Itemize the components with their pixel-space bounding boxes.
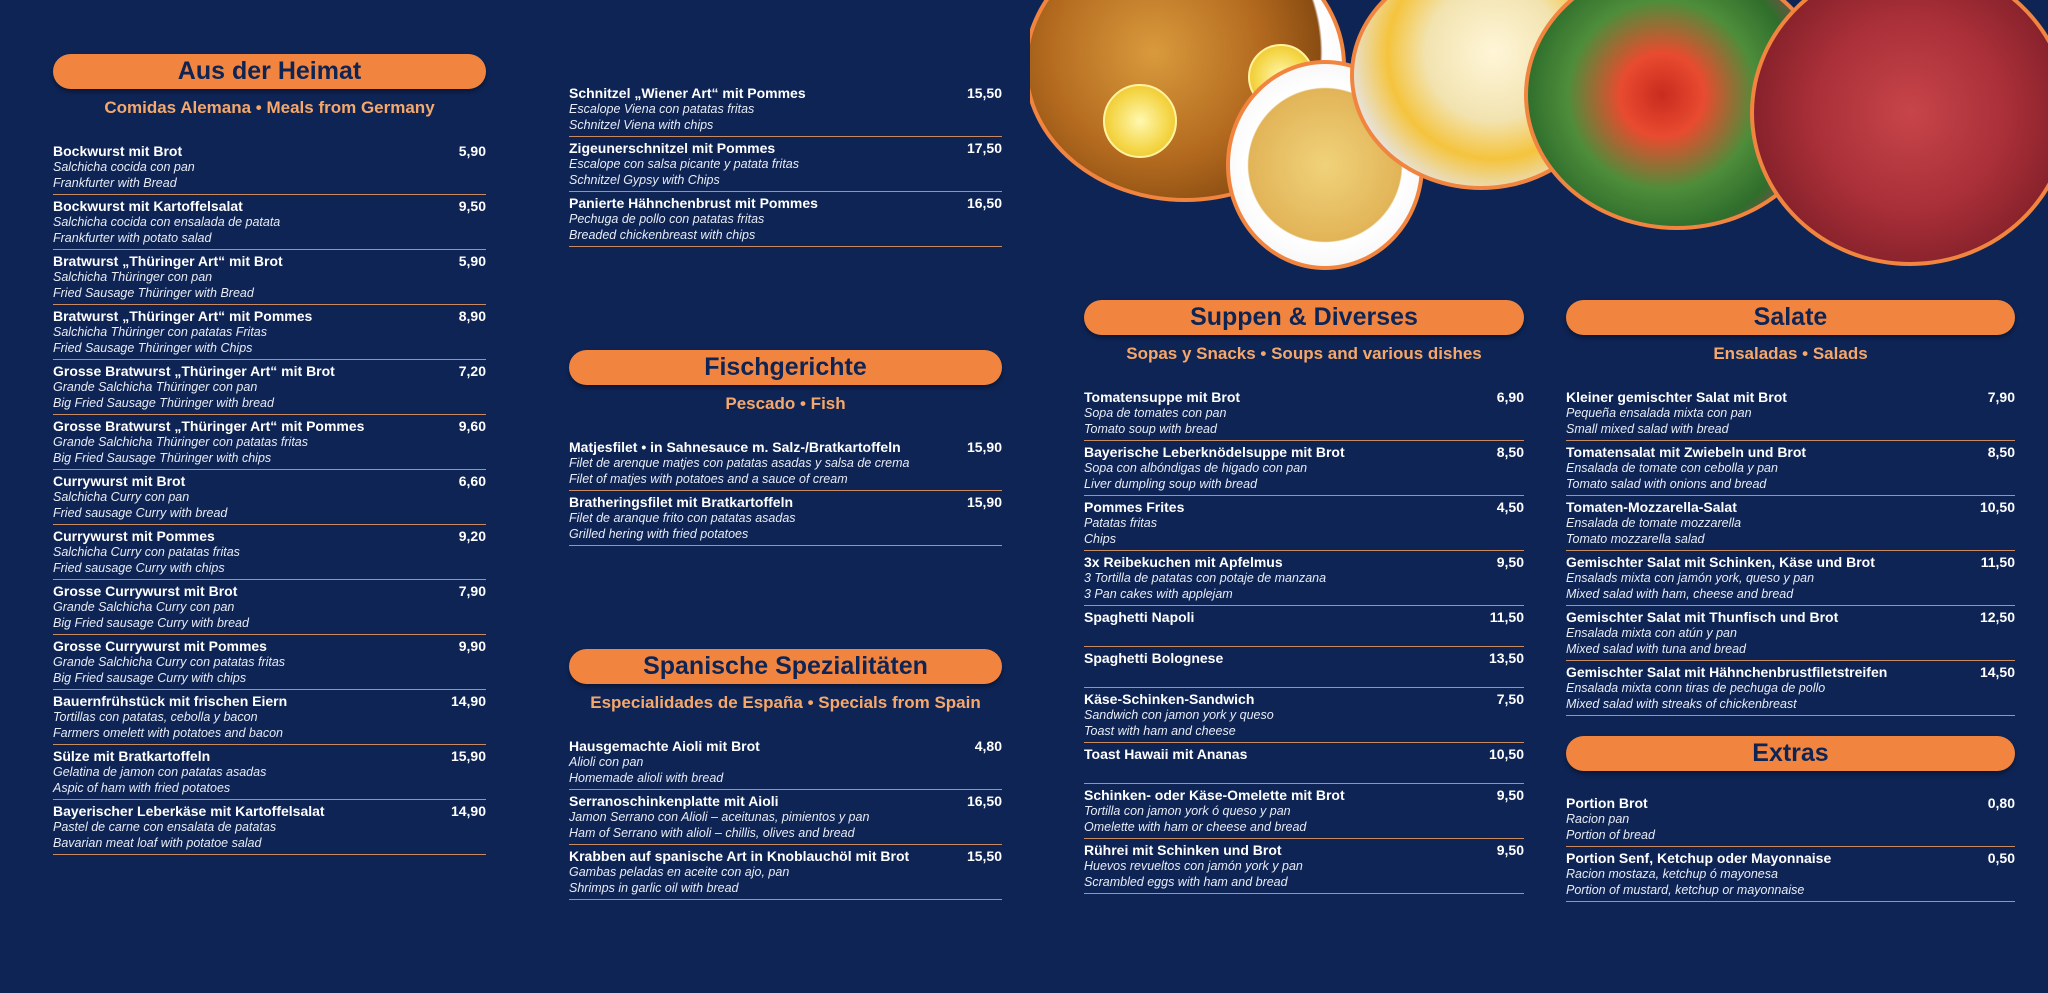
menu-item-header — [53, 418, 486, 434]
dish-name: Bayerische Leberknödelsuppe mit Brot — [1084, 444, 1345, 460]
dish-description-spanish: Tortilla con jamon york ó queso y pan — [1084, 804, 1291, 818]
menu-item — [1566, 496, 2015, 551]
dish-description-english: Grilled hering with fried potatoes — [569, 527, 749, 541]
dish-price: 9,50 — [1496, 787, 1524, 803]
dish-description-spanish: Salchicha Curry con pan — [53, 490, 190, 504]
dish-name: Grosse Currywurst mit Pommes — [53, 638, 267, 654]
dish-description-spanish: Patatas fritas — [1084, 516, 1157, 530]
dish-description-english: Chips — [1084, 532, 1116, 546]
dish-price: 12,50 — [1979, 609, 2015, 625]
dish-description-english: Big Fried Sausage Thüringer with chips — [53, 451, 272, 465]
menu-list — [53, 140, 486, 855]
menu-item — [53, 635, 486, 690]
menu-item-header — [1084, 609, 1524, 625]
menu-item-header — [1084, 787, 1524, 803]
dish-price: 4,50 — [1496, 499, 1524, 515]
dish-description-english: Portion of mustard, ketchup or mayonnaise — [1566, 883, 1805, 897]
menu-item — [569, 436, 1002, 491]
dish-price: 5,90 — [458, 143, 486, 159]
menu-item-header — [53, 198, 486, 214]
dish-description-english: Mixed salad with streaks of chickenbreast — [1566, 697, 1797, 711]
menu-item — [53, 470, 486, 525]
dish-name: Bratwurst „Thüringer Art“ mit Pommes — [53, 308, 313, 324]
section-subtitle: Sopas y Snacks • Soups and various dishes — [1126, 344, 1482, 363]
menu-item-header — [569, 738, 1002, 754]
menu-item-header — [53, 803, 486, 819]
menu-list — [569, 82, 1002, 247]
dish-name: Gemischter Salat mit Thunfisch und Brot — [1566, 609, 1839, 625]
dish-name: Grosse Bratwurst „Thüringer Art“ mit Pommes — [53, 418, 365, 434]
menu-item-header — [53, 528, 486, 544]
menu-item — [1566, 441, 2015, 496]
menu-item — [53, 580, 486, 635]
menu-item — [1084, 688, 1524, 743]
dish-description-spanish: Racion pan — [1566, 812, 1630, 826]
dish-description-spanish: Jamon Serrano con Alioli – aceitunas, pimientos y pan — [569, 810, 870, 824]
menu-item-header — [1084, 650, 1524, 666]
dish-description-spanish: Grande Salchicha Curry con patatas fritas — [53, 655, 286, 669]
dish-description-english: Farmers omelett with potatoes and bacon — [53, 726, 283, 740]
menu-item-header — [1566, 795, 2015, 811]
dish-name: Rührei mit Schinken und Brot — [1084, 842, 1282, 858]
dish-description-english: Breaded chickenbreast with chips — [569, 228, 756, 242]
menu-item — [569, 137, 1002, 192]
dish-price: 9,60 — [458, 418, 486, 434]
menu-item-header — [1084, 691, 1524, 707]
dish-price: 9,50 — [1496, 554, 1524, 570]
column-3 — [1084, 300, 1524, 894]
dish-name: Tomatensuppe mit Brot — [1084, 389, 1241, 405]
dish-name: Grosse Bratwurst „Thüringer Art“ mit Brot — [53, 363, 335, 379]
dish-price: 17,50 — [966, 140, 1002, 156]
menu-item-header — [1084, 444, 1524, 460]
dish-price: 15,90 — [966, 439, 1002, 455]
menu-item — [53, 250, 486, 305]
dish-name: Schinken- oder Käse-Omelette mit Brot — [1084, 787, 1345, 803]
dish-price: 5,90 — [458, 253, 486, 269]
dish-name: Kleiner gemischter Salat mit Brot — [1566, 389, 1787, 405]
dish-price: 16,50 — [966, 793, 1002, 809]
dish-name: Portion Senf, Ketchup oder Mayonnaise — [1566, 850, 1832, 866]
dish-description-spanish: Alioli con pan — [569, 755, 644, 769]
dish-description-english: Small mixed salad with bread — [1566, 422, 1729, 436]
menu-item — [1566, 386, 2015, 441]
menu-item-header — [53, 693, 486, 709]
dish-description-english: Fried Sausage Thüringer with Bread — [53, 286, 254, 300]
dish-price: 7,90 — [1987, 389, 2015, 405]
dish-price: 0,80 — [1987, 795, 2015, 811]
menu-item-header — [1566, 444, 2015, 460]
dish-price: 8,50 — [1496, 444, 1524, 460]
dish-price: 10,50 — [1979, 499, 2015, 515]
section-heimat — [53, 54, 486, 855]
dish-name: Bockwurst mit Kartoffelsalat — [53, 198, 243, 214]
dish-description-english: Homemade alioli with bread — [569, 771, 724, 785]
dish-description-english: Tomato soup with bread — [1084, 422, 1217, 436]
menu-item-header — [1084, 499, 1524, 515]
menu-list — [1566, 792, 2015, 902]
dish-price: 8,90 — [458, 308, 486, 324]
dish-description-spanish: Filet de arenque matjes con patatas asadas y salsa de crema — [569, 456, 910, 470]
menu-item-header — [569, 793, 1002, 809]
menu-item-header — [569, 85, 1002, 101]
dish-description-english: Aspic of ham with fried potatoes — [53, 781, 231, 795]
menu-item-header — [1566, 554, 2015, 570]
menu-item-header — [1566, 499, 2015, 515]
menu-item-header — [53, 363, 486, 379]
dish-description-english: Frankfurter with Bread — [53, 176, 177, 190]
column-2 — [569, 82, 1002, 900]
dish-price: 14,90 — [450, 803, 486, 819]
section-title: Fischgerichte — [569, 350, 1002, 385]
dish-description-spanish: Grande Salchicha Curry con pan — [53, 600, 235, 614]
menu-list — [1084, 386, 1524, 894]
menu-item — [53, 525, 486, 580]
dish-price: 15,90 — [450, 748, 486, 764]
section-fisch — [569, 350, 1002, 546]
dish-description-spanish: Sopa con albóndigas de higado con pan — [1084, 461, 1308, 475]
dish-description-spanish: Gambas peladas en aceite con ajo, pan — [569, 865, 790, 879]
dish-description-spanish: Escalope con salsa picante y patata fritas — [569, 157, 799, 171]
section-subtitle: Pescado • Fish — [725, 394, 846, 413]
menu-item — [53, 690, 486, 745]
serrano-ham-plate-image — [1750, 0, 2048, 266]
dish-name: Schnitzel „Wiener Art“ mit Pommes — [569, 85, 806, 101]
menu-item — [1084, 496, 1524, 551]
dish-price: 4,80 — [974, 738, 1002, 754]
dish-price: 16,50 — [966, 195, 1002, 211]
menu-item — [1566, 847, 2015, 902]
dish-price: 9,50 — [1496, 842, 1524, 858]
menu-item — [1084, 647, 1524, 688]
dish-description-english: Mixed salad with ham, cheese and bread — [1566, 587, 1794, 601]
menu-item-header — [53, 308, 486, 324]
menu-item — [1566, 551, 2015, 606]
dish-description-spanish: Gelatina de jamon con patatas asadas — [53, 765, 267, 779]
dish-description-english: Schnitzel Viena with chips — [569, 118, 714, 132]
dish-name: Bratwurst „Thüringer Art“ mit Brot — [53, 253, 283, 269]
dish-description-english: Filet of matjes with potatoes and a sauce of cream — [569, 472, 848, 486]
dish-name: Sülze mit Bratkartoffeln — [53, 748, 211, 764]
dish-name: Zigeunerschnitzel mit Pommes — [569, 140, 776, 156]
menu-item — [1566, 606, 2015, 661]
dish-price: 11,50 — [1489, 609, 1524, 625]
menu-item — [1084, 606, 1524, 647]
section-title: Suppen & Diverses — [1084, 300, 1524, 335]
section-subtitle: Especialidades de España • Specials from Spain — [590, 693, 981, 712]
menu-item — [569, 491, 1002, 546]
dish-description-spanish: Salchicha Thüringer con pan — [53, 270, 213, 284]
dish-description-spanish: Salchicha Thüringer con patatas Fritas — [53, 325, 267, 339]
menu-item-header — [1566, 389, 2015, 405]
dish-description-english: 3 Pan cakes with applejam — [1084, 587, 1233, 601]
section-title: Aus der Heimat — [53, 54, 486, 89]
dish-price: 11,50 — [1980, 554, 2015, 570]
menu-item-header — [569, 140, 1002, 156]
dish-description-spanish: Tortillas con patatas, cebolla y bacon — [53, 710, 258, 724]
dish-description-english: Big Fried Sausage Thüringer with bread — [53, 396, 274, 410]
dish-name: Hausgemachte Aioli mit Brot — [569, 738, 760, 754]
dish-description-spanish: Ensalada de tomate con cebolla y pan — [1566, 461, 1778, 475]
menu-item — [53, 745, 486, 800]
dish-description-english: Shrimps in garlic oil with bread — [569, 881, 739, 895]
menu-item — [53, 140, 486, 195]
dish-price: 0,50 — [1987, 850, 2015, 866]
dish-description-spanish: Ensalada mixta con atún y pan — [1566, 626, 1737, 640]
menu-item-header — [53, 638, 486, 654]
dish-name: Krabben auf spanische Art in Knoblauchöl mit Brot — [569, 848, 910, 864]
section-salate — [1566, 300, 2015, 716]
dish-description-spanish: Salchicha cocida con ensalada de patata — [53, 215, 281, 229]
menu-item-header — [1084, 389, 1524, 405]
dish-description-english: Fried sausage Curry with chips — [53, 561, 225, 575]
menu-item — [569, 82, 1002, 137]
menu-list — [569, 735, 1002, 900]
dish-name: 3x Reibekuchen mit Apfelmus — [1084, 554, 1283, 570]
dish-price: 15,90 — [966, 494, 1002, 510]
menu-item-header — [1084, 842, 1524, 858]
dish-name: Gemischter Salat mit Hähnchenbrustfiletstreifen — [1566, 664, 1888, 680]
menu-item-header — [569, 494, 1002, 510]
dish-price: 6,90 — [1496, 389, 1524, 405]
dish-description-english: Frankfurter with potato salad — [53, 231, 212, 245]
dish-description-english: Ham of Serrano with alioli – chillis, olives and bread — [569, 826, 855, 840]
food-photo-strip — [1030, 0, 2048, 270]
menu-item — [53, 360, 486, 415]
menu-item-header — [53, 473, 486, 489]
dish-description-spanish: Grande Salchicha Thüringer con pan — [53, 380, 258, 394]
menu-item-header — [569, 439, 1002, 455]
menu-item — [1084, 743, 1524, 784]
dish-description-english: Omelette with ham or cheese and bread — [1084, 820, 1307, 834]
dish-name: Tomaten-Mozzarella-Salat — [1566, 499, 1737, 515]
menu-item-header — [1566, 850, 2015, 866]
dish-description-english: Tomato mozzarella salad — [1566, 532, 1705, 546]
menu-item — [1084, 784, 1524, 839]
dish-price: 9,90 — [458, 638, 486, 654]
dish-price: 7,90 — [458, 583, 486, 599]
dish-description-english: Schnitzel Gypsy with Chips — [569, 173, 720, 187]
dish-price: 13,50 — [1488, 650, 1524, 666]
dish-description-spanish: Pastel de carne con ensalata de patatas — [53, 820, 277, 834]
dish-name: Currywurst mit Brot — [53, 473, 186, 489]
menu-item — [1084, 386, 1524, 441]
dish-description-english: Tomato salad with onions and bread — [1566, 477, 1767, 491]
dish-description-spanish: Pequeña ensalada mixta con pan — [1566, 406, 1752, 420]
dish-name: Grosse Currywurst mit Brot — [53, 583, 238, 599]
dish-price: 8,50 — [1987, 444, 2015, 460]
dish-price: 15,50 — [966, 848, 1002, 864]
section-title: Spanische Spezialitäten — [569, 649, 1002, 684]
dish-description-english: Scrambled eggs with ham and bread — [1084, 875, 1288, 889]
menu-item — [569, 845, 1002, 900]
dish-description-spanish: Grande Salchicha Thüringer con patatas fritas — [53, 435, 308, 449]
dish-name: Toast Hawaii mit Ananas — [1084, 746, 1248, 762]
dish-name: Pommes Frites — [1084, 499, 1185, 515]
section-extras — [1566, 736, 2015, 902]
menu-item-header — [1084, 746, 1524, 762]
dish-name: Bayerischer Leberkäse mit Kartoffelsalat — [53, 803, 325, 819]
dish-name: Panierte Hähnchenbrust mit Pommes — [569, 195, 818, 211]
dish-price: 7,20 — [458, 363, 486, 379]
column-4 — [1566, 300, 2015, 902]
dish-price: 15,50 — [966, 85, 1002, 101]
menu-item-header — [53, 143, 486, 159]
dish-description-english: Toast with ham and cheese — [1084, 724, 1236, 738]
menu-list — [569, 436, 1002, 546]
menu-item — [1084, 551, 1524, 606]
dish-description-english: Portion of bread — [1566, 828, 1655, 842]
dish-name: Käse-Schinken-Sandwich — [1084, 691, 1255, 707]
section-suppen — [1084, 300, 1524, 894]
dish-name: Bratheringsfilet mit Bratkartoffeln — [569, 494, 794, 510]
dish-description-spanish: Sopa de tomates con pan — [1084, 406, 1227, 420]
dish-description-spanish: Ensalada mixta conn tiras de pechuga de pollo — [1566, 681, 1826, 695]
section-subtitle: Comidas Alemana • Meals from Germany — [104, 98, 435, 117]
section-title: Extras — [1566, 736, 2015, 771]
dish-description-spanish: Pechuga de pollo con patatas fritas — [569, 212, 765, 226]
dish-description-spanish: Salchicha Curry con patatas fritas — [53, 545, 240, 559]
menu-item — [1566, 792, 2015, 847]
menu-item-header — [569, 195, 1002, 211]
dish-name: Tomatensalat mit Zwiebeln und Brot — [1566, 444, 1807, 460]
dish-name: Matjesfilet • in Sahnesauce m. Salz-/Bratkartoffeln — [569, 439, 901, 455]
menu-item — [53, 195, 486, 250]
dish-description-spanish: Escalope Viena con patatas fritas — [569, 102, 755, 116]
dish-description-spanish: Huevos revueltos con jamón york y pan — [1084, 859, 1303, 873]
menu-item-header — [53, 253, 486, 269]
dish-description-english: Fried Sausage Thüringer with Chips — [53, 341, 253, 355]
section-spanisch — [569, 649, 1002, 900]
dish-name: Gemischter Salat mit Schinken, Käse und Brot — [1566, 554, 1875, 570]
dish-price: 14,50 — [1979, 664, 2015, 680]
menu-item — [53, 305, 486, 360]
dish-price: 9,20 — [458, 528, 486, 544]
menu-item — [569, 790, 1002, 845]
menu-list — [1566, 386, 2015, 716]
section-subtitle: Ensaladas • Salads — [1713, 344, 1868, 363]
column-1 — [53, 54, 486, 855]
dish-name: Spaghetti Bolognese — [1084, 650, 1224, 666]
dish-name: Currywurst mit Pommes — [53, 528, 215, 544]
dish-name: Portion Brot — [1566, 795, 1648, 811]
menu-item-header — [53, 583, 486, 599]
menu-item — [53, 415, 486, 470]
dish-price: 9,50 — [458, 198, 486, 214]
dish-description-english: Mixed salad with tuna and bread — [1566, 642, 1746, 656]
menu-item — [53, 800, 486, 855]
dish-description-spanish: Salchicha cocida con pan — [53, 160, 195, 174]
dish-description-spanish: Ensalada de tomate mozzarella — [1566, 516, 1742, 530]
dish-description-spanish: Sandwich con jamon york y queso — [1084, 708, 1274, 722]
dish-name: Spaghetti Napoli — [1084, 609, 1195, 625]
dish-price: 14,90 — [450, 693, 486, 709]
menu-item-header — [1566, 609, 2015, 625]
dish-description-english: Liver dumpling soup with bread — [1084, 477, 1258, 491]
dish-description-spanish: Filet de aranque frito con patatas asadas — [569, 511, 796, 525]
section-title: Salate — [1566, 300, 2015, 335]
menu-item — [1084, 441, 1524, 496]
dish-price: 7,50 — [1496, 691, 1524, 707]
dish-description-spanish: Ensalads mixta con jamón york, queso y pan — [1566, 571, 1815, 585]
menu-item-header — [569, 848, 1002, 864]
dish-description-english: Bavarian meat loaf with potatoe salad — [53, 836, 262, 850]
dish-description-spanish: 3 Tortilla de patatas con potaje de manzana — [1084, 571, 1327, 585]
menu-item-header — [53, 748, 486, 764]
dish-description-english: Big Fried sausage Curry with bread — [53, 616, 249, 630]
menu-item — [569, 192, 1002, 247]
menu-item-header — [1566, 664, 2015, 680]
menu-item — [1084, 839, 1524, 894]
dish-name: Serranoschinkenplatte mit Aioli — [569, 793, 779, 809]
dish-name: Bauernfrühstück mit frischen Eiern — [53, 693, 288, 709]
dish-price: 6,60 — [458, 473, 486, 489]
dish-description-spanish: Racion mostaza, ketchup ó mayonesa — [1566, 867, 1778, 881]
menu-item-header — [1084, 554, 1524, 570]
dish-description-english: Fried sausage Curry with bread — [53, 506, 228, 520]
dish-description-english: Big Fried sausage Curry with chips — [53, 671, 247, 685]
menu-item — [569, 735, 1002, 790]
menu-item — [1566, 661, 2015, 716]
dish-name: Bockwurst mit Brot — [53, 143, 183, 159]
section-schnitzel — [569, 82, 1002, 247]
dish-price: 10,50 — [1488, 746, 1524, 762]
